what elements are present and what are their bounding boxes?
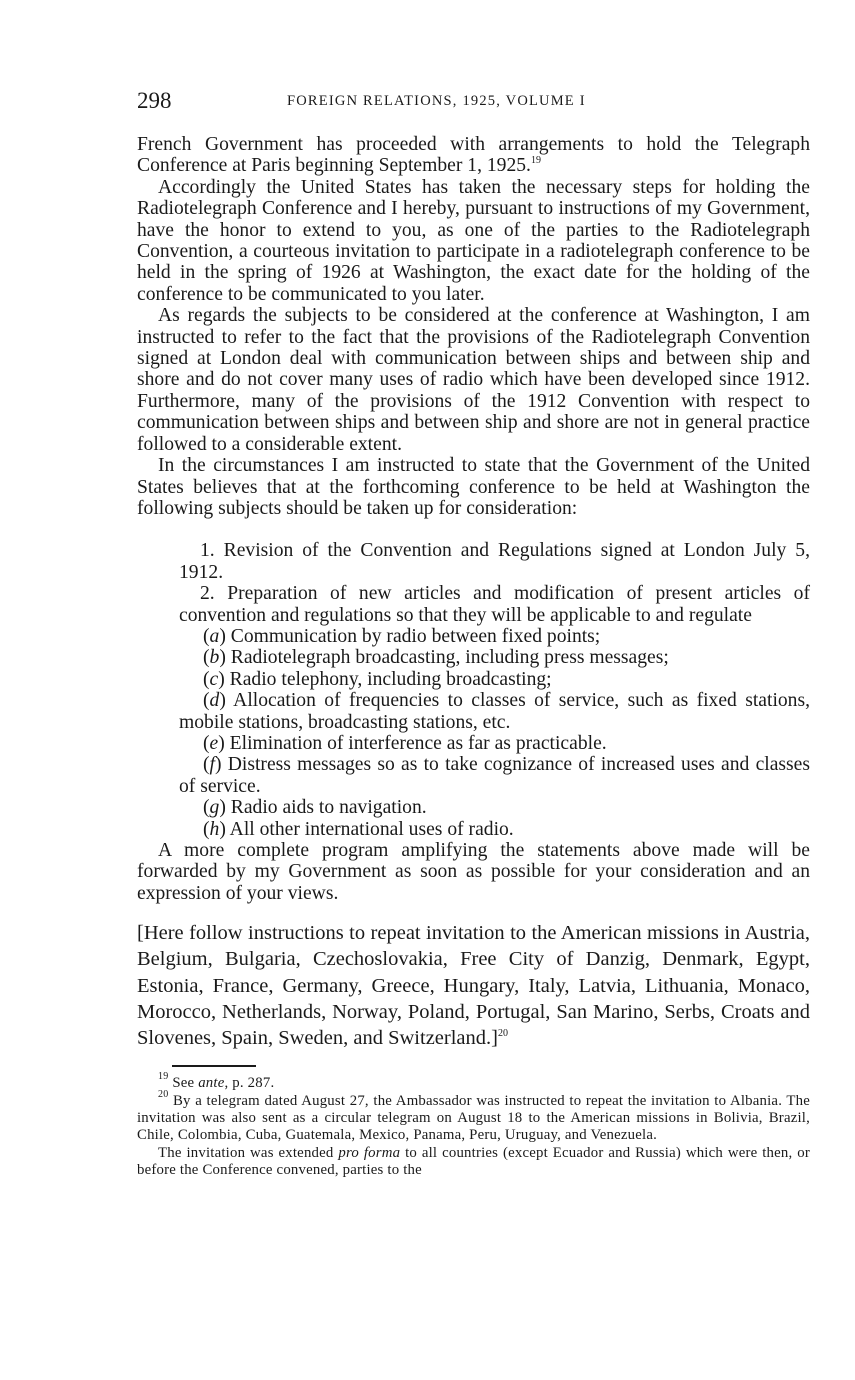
- list-item-1: 1. Revision of the Convention and Regulations signed at London July 5, 1912.: [179, 540, 810, 583]
- running-title: FOREIGN RELATIONS, 1925, VOLUME I: [287, 93, 586, 109]
- body-text: [137, 134, 810, 904]
- sub-item-e: (e) Elimination of interference as far as practicable.: [203, 732, 607, 754]
- subject-list: [179, 540, 810, 840]
- sub-item-f: (f) Distress messages so as to take cognizance of increased uses and classes of service.: [179, 754, 810, 797]
- footnotes: [137, 1071, 811, 1179]
- footnote-19: $^{19}$ See ante, p. 287.: [158, 1071, 275, 1092]
- footnote-20: $^{20}$ By a telegram dated August 27, the Ambassador was instructed to repeat the invitation to Albania. The invitation was also sent as a circular telegram on August 18 to the American missions in Bolivia, Brazil, Chile, Colombia, Cuba, Guatemala, Mexico, Panama, Peru, Uruguay, and Venezuela.: [137, 1088, 810, 1144]
- paragraph-3: As regards the subjects to be considered at the conference at Washington, I am instructed to refer to the fact that the provisions of the Radiotelegraph Convention signed at London deal with communication between ships and between ship and shore and do not cover many uses of radio which have been developed since 1912. Furthermore, many of the provisions of the 1912 Convention with respect to communication between ships and between ship and shore are not in general practice followed to a considerable extent.: [137, 305, 810, 455]
- document-page: [137, 88, 810, 1180]
- footnote-divider: [172, 1065, 256, 1067]
- paragraph-2: Accordingly the United States has taken the necessary steps for holding the Radiotelegraph Conference and I hereby, pursuant to instructions of my Government, have the honor to extend to you, as one of the parties to the Radiotelegraph Convention, a courteous invitation to participate in a radiotelegraph conference to be held in the spring of 1926 at Washington, the exact date for the holding of the conference to be communicated to you later.: [137, 176, 810, 305]
- sub-list: [179, 626, 810, 840]
- closing-paragraph: A more complete program amplifying the statements above made will be forwarded by my Government as soon as possible for your consideration and an expression of your views.: [137, 840, 810, 904]
- editorial-note: [Here follow instructions to repeat invitation to the American missions in Austria, Belgium, Bulgaria, Czechoslovakia, Free City of Danzig, Denmark, Egypt, Estonia, France, Germany, Greece, Hungary, Italy, Latvia, Lithuania, Monaco, Morocco, Netherlands, Norway, Poland, Portugal, San Marino, Serbs, Croats and Slovenes, Spain, Sweden, and Switzerland.]$^{20}$: [137, 922, 810, 1050]
- sub-item-b: (b) Radiotelegraph broadcasting, including press messages;: [203, 647, 669, 669]
- page-number: 298: [137, 88, 172, 113]
- footnote-20-continued: The invitation was extended pro forma to all countries (except Ecuador and Russia) which were then, or before the Conference convened, parties to the: [137, 1144, 811, 1179]
- sub-item-g: (g) Radio aids to navigation.: [203, 797, 427, 819]
- list-item-2: 2. Preparation of new articles and modification of present articles of convention and regulations so that they will be applicable to and regulate: [179, 583, 810, 626]
- paragraph-4: In the circumstances I am instructed to state that the Government of the United States believes that at the forthcoming conference to be held at Washington the following subjects should be taken up for consideration:: [137, 455, 810, 519]
- sub-item-h: (h) All other international uses of radio.: [203, 818, 514, 840]
- footnote-ref-20: 20: [497, 1028, 508, 1040]
- page-header: [137, 88, 810, 116]
- sub-item-c: (c) Radio telephony, including broadcasting;: [203, 668, 552, 690]
- paragraph-1: French Government has proceeded with arrangements to hold the Telegraph Conference at Paris beginning September 1, 1925.19: [137, 134, 810, 177]
- footnote-ref-19: 19: [530, 155, 541, 167]
- sub-item-d: (d) Allocation of frequencies to classes of service, such as fixed stations, mobile stations, broadcasting stations, etc.: [179, 690, 811, 733]
- sub-item-a: (a) Communication by radio between fixed points;: [203, 625, 601, 647]
